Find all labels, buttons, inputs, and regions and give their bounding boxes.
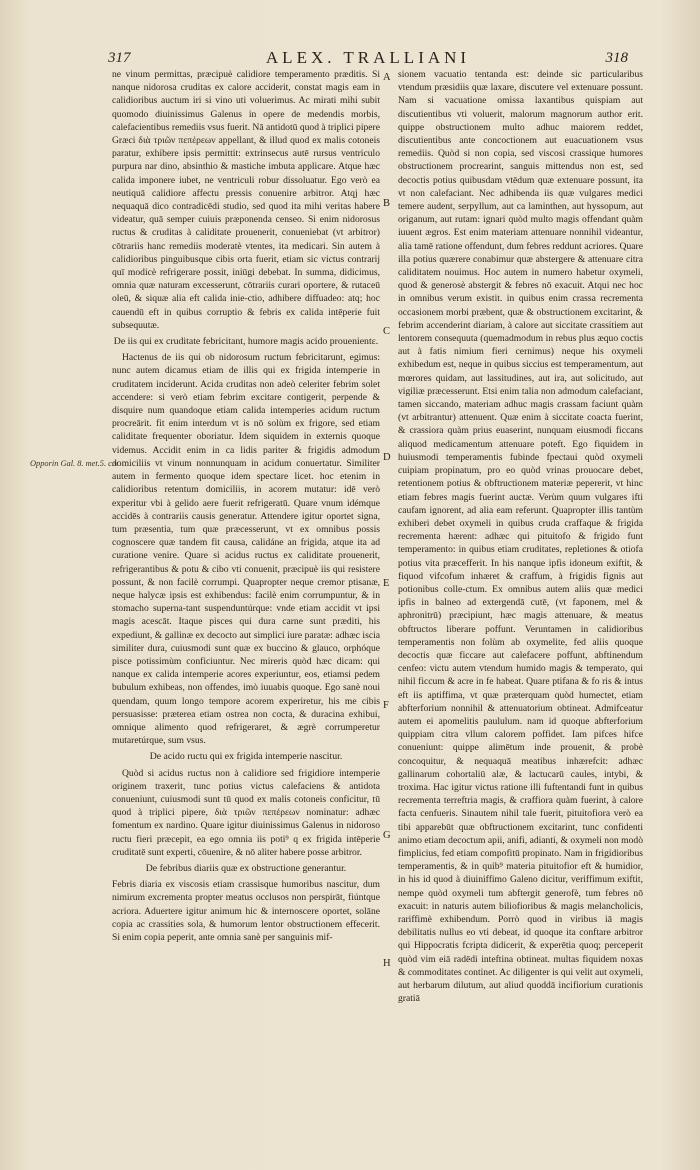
section-marker-g: G [383, 830, 391, 841]
paragraph: Febris diaria ex viscosis etiam crassisque humoribus nascitur, dum nimirum excrementa propter meatus occlusos non perspirāt, fiúntque acriora. Aduertere igitur animum hic & internoscere oportet, solāne copia ac crassities sola, & humorum lentor obstructionem effecerit. Si enim copia peperit, ante omnia sanè per sanguinis mif- [112, 879, 380, 943]
margin-note: Opporin Gal. 8. met.5. c.v. [30, 459, 120, 468]
paragraph: Hactenus de iis qui ob nidorosum ructum febricitarunt, egimus: nunc autem dicamus etiam de illis qui ex frigida intemperie in cruditatem inciderunt. Acida cruditas non adeò celeriter febrim solet accendere: si verò etiam febrim excitare contigerit, perpende & disquire num quandoque etiam calida intemperies acidum ructum procreārit. fit enim interdum vt is nō solùm ex frigore, sed etiam caliditate frequenter oboriatur. Idem siquidem in externis quoque videmus. Accidit enim in ca lidis pariter & frigidis admodum domiciliis vt vinum nonnunquam in acidum conuertatur. Similiter autem in fermento quoque idem spectare licet. hoc etenim in calidioribus retentum domiciliis, in acorem mutatur: idē verò experitur vbi à gelido aere fuerit refrigeratū. Quare vnum idémque accidēs à contrariis causis generatur. Attendere igitur oportet signa, tum præsentia, tum quæ præcesserunt, vt ex omnibus possis cognoscere quæ tandem fit causa, calidáne an frigida, atque ita ad curatione venire. Quare si acidus ructus ex caliditate prouenerit, refrigerantibus & potu & cibo vti conuenit, præcipuè iis qui resistere possunt, & non facilè corrumpi. Quapropter neque cremor ptisanæ, neque halycæ ipsis est exhibendus: facilè enim corrumpuntur, & in stomacho superna-tant suspenduntúrque: vnde etiam accidit vt ipsi magis acescāt. Itaque pisces qui dura carne sunt præditi, his expediunt, & gallinæ ex decocto aut simplici iure paratæ: adhæc iscia similiter dura, cuiusmodi sunt quæ ex buccino & glauco, orphóque pisce potissimùm conficiuntur. Nec mireris quòd hæc dicam: qui nanque ex calida intemperie acores experiuntur, eos, etiamsi pedem bubulum exhibeas, non offendes, imò iuuabis quoque. Ego sanè noui quendam, quum longo tempore acorem experiretur, his me cibis persuasisse: præterea etiam ostrea non cocta, & duracina exhibui, omnique alimento quod refrigeraret, & ægrè corrumperetur mutaretúrque, sum vsus. [112, 352, 380, 747]
section-marker-c: C [383, 326, 391, 337]
section-heading: De acido ructu qui ex frigida intemperie nascitur. [149, 751, 343, 763]
running-head: ALEX. TRALLIANI [265, 48, 471, 67]
section-marker-h: H [383, 958, 391, 969]
page-header [108, 44, 628, 68]
page-number-left: 317 [108, 50, 131, 66]
section-marker-a: A [383, 72, 391, 83]
left-column [112, 68, 380, 947]
section-heading: De febribus diariis quæ ex obstructione generantur. [145, 862, 347, 874]
paragraph: ne vinum permittas, præcipuè calidiore temperamento præditis. Si nanque nidorosa cruditas ex calore acciderit, constat magis eam in calidioribus auctum iri si vino uti voluerimus. Ac mirati mihi subit quomodo diuinissimus Galenus in opere de medendis morbis, calefacientibus remediis vsus fuerit. Nā antidotū quod à triplici pipere Græci διὰ τριῶν πεπέρεων appellant, & illud quod ex malis cotoneis paratur, exhibere ipsis permittit: extrinsecus autē rursus ventriculo purpura nar dino, absinthio & mastiche imbuta applicare. Atque hæc calida imponere iubet, ne ventriculi robur dissoluatur. Ego verò ea neutiquā calidiore affectu pressis conuenire arbitror. Atqj hæc nequaquā dico contradicēdi studio, sed quod ita mihi veritas habere videatur, quā semper cuiuis præponenda censeo. Si enim nidorosus ructus & cruditas à caliditate prouenerit, conueniebat (vt arbitror) cōtrariis hanc remediis moderatè vtentes, ita medicari. Sin autem à calidioribus pinguibusque cibis orta fuerit, etiam sic victus contrarij quī modicè refrigerare possit, iniūgi debebat. In summa, didicimus, omnia quæ naturam excesserunt, cōtrariis curari oportere, & rutaceū oleū, & siquæ alia eft calida inie-ctio, adhibere diffuadeo: atq; hoc cauendū eft in quibus corruptio & febris ex calida intēperie fuit subsequutæ. [112, 69, 381, 331]
section-marker-d: D [383, 452, 391, 463]
section-marker-e: E [383, 578, 390, 589]
paragraph: sionem vacuatio tentanda est: deinde sic particularibus vtendum præsidiis quæ laxare, discutere vel extenuare possunt. Nam si vacuatione omissa laxantibus quispiam aut discutientibus vti voluerit, malorum magnorum author erit. quippe obstructionem multo adhuc maiorem reddet, discutientibus ante concoctionem aut euacuationem vsus remediis. Quòd si non copia, sed viscosi crassique humores obstructionem procrearint, sanguis mittendus non est, sed decoctis potius quibusdam vtēdum quæ extenuare possunt, ita vt non calefaciant. Nec adhibenda iis quæ vulgares medici temere audent, serpyllum, aut ca laminthen, aut hyssopum, aut origanum, aut rutam: ignari quòd multo magis offendant quàm iuuent ægros. Est enim materiam attenuare nonnihil videantur, alia tamē ratione offendunt, dum febres reddunt acriores. Quare illa potius quærere conabimur quæ abstergere & attenuare citra caliditatem nouimus. Hoc autem in numero habetur oxymeli, quod & generosè abstergit & febres nō exacuit. Atqui nec hoc in omnibus verum existit. in quibus enim crassa recrementa occasionem morbi præbent, quæ & obstructionem excitarint, & febrim accenderint diariam, à calore aut siccitate crassitiem aut lentorem consequuta (quemadmodum in rebus plus æquo coctis aut à fatis nimium fieri cernimus) neque his oxymeli exhibedum est, neque in quibus siccius est temperamentum, aut mœrores quidam, aut lassitudines, aut ira, aut solicitudo, aut vigiliæ præcesserunt. Etsi enim talia non admodum calefaciant, tamen siccando, materiam adhuc magis crassam faciunt quàm (vt arbitrantur) attenuent. Quæ enim à siccitate coacta fuerint, & crassiora quàm prius euaserint, nunquam eiusmodi ficcans aliquod medicamentum attenuare poteft. Ego fiquidem in huiusmodi temperamentis fubinde fpectaui quòd oxymeli cuipiam propinatum, pro eo quòd vrinas prouocare debet, retentionem potius & obftructionem materiæ pepererit, vt hinc etiam febres magis fuerint auctæ. Verùm quum vulgares ifti caufam ignorent, ad alia eam referunt. Quapropter illis tantùm exhiberi debet oxymeli in quibus cruda craffaque & frigida recrementa hærent: adhæc qui pituitofo & frigido funt temperamento: in quibus etiam cruditates, repletiones & otiofa potius vita præcefferit. In his nanque ipfis idoneum exiftit, & fiquod vifcofum inhæret & craffum, à frigidis fignis aut potionibus colle-ctum. Ex omnibus autem aliis quæ medici ipfis in balneo ad extergendā cutē, (vt faponem, mel & aphronitrū) præcipiunt, hæc magis attenuare, & meatus obftructos liberare poffunt. Veruntamen in calidioribus temperamentis non folùm ab oxymelite, fed aliis quoque decoctis quæ ficcare aut calefacere poffunt, abftinendum cenfeo: victu autem vtendum humido magis & temperato, qui nihil ficcum & acre in fe habeat. Quare ptifana & fo ris & intus eft iis aptiffima, vt quæ præterquam quòd humectet, etiam abfterforium nonnihil & attenuatorium obtineat. Admifceatur autem ei apomelitis paululum. nam id quoque abfterforium quippiam citra vllum calorem poffidet. Iam pifces hifce conueniunt: quippe alimētum inde prouenit, & probè concoquitur, & nequaquā meatibus inhærefcit: adhæc gallinarum cohortaliū alæ, & lactucarū caules, intybi, & troxima. Hac igitur victus ratione illi fuftentandi funt in quibus recrementa terreftria magis, & craffiora quàm fuerint, à calore facta cenfueris. Sinautem nihil tale fuerit, pituitofiora verò ea tibi apparebūt quæ obftructionem excitarint, tunc confidenti animo etiam decoctum apii, anifi, adianti, & oxymeli non modò fimplicius, fed etiam compofitū propinato. Nam in frigidioribus temperamentis, & in quib⁹ materia pituitofior eft & humidior, in his id quod à diuiniffimo Galeno dicitur, veriffimum exiftit, nempe quòd oxymeli tum abftergit generofè, tum febres nō exacuit: in naturis autem biliofioribus & magis melancholicis, rariffimè exhibendum. Porrò quod in viribus iā magis debilitatis nullus eo vti debeat, id quoque ita conftare arbitror qui Hippocratis fcripta didicerit, & experētia quoq; perceperit quòd vim eiā radēdi inteftina obtineat. multas fiquidem noxas & commoditates continet. Ac diligenter is qui velit aut oxymeli, aut herbarum dilutum, aut aliud quoddā incifiorium curationis gratiā [398, 69, 643, 1005]
paragraph: Quòd si acidus ructus non à calidiore sed frigidiore intemperie originem traxerit, tunc potius victus calefaciens & antidota conueniunt, cuiusmodi sunt tū quod ex malis cotoneis conficitur, tū quod à triplici pipere, διὰ τριῶν πεπέρεων nominatur: adhæc fomentum ex nardino. Quare igitur diuinissimus Galenus in nidoroso ructu fieri præcepit, ea ego omnia iis poti⁹ q ex frigida intēperie cruditatē sunt experti, cōuenire, & nō aliter habere posse arbitror. [112, 767, 380, 858]
right-column [398, 68, 643, 1008]
page-number-right: 318 [605, 50, 628, 66]
section-marker-f: F [383, 700, 389, 711]
section-heading: De iis qui ex cruditate febricitant, humore magis acido prouenientε. [113, 336, 379, 348]
section-marker-b: B [383, 198, 391, 209]
